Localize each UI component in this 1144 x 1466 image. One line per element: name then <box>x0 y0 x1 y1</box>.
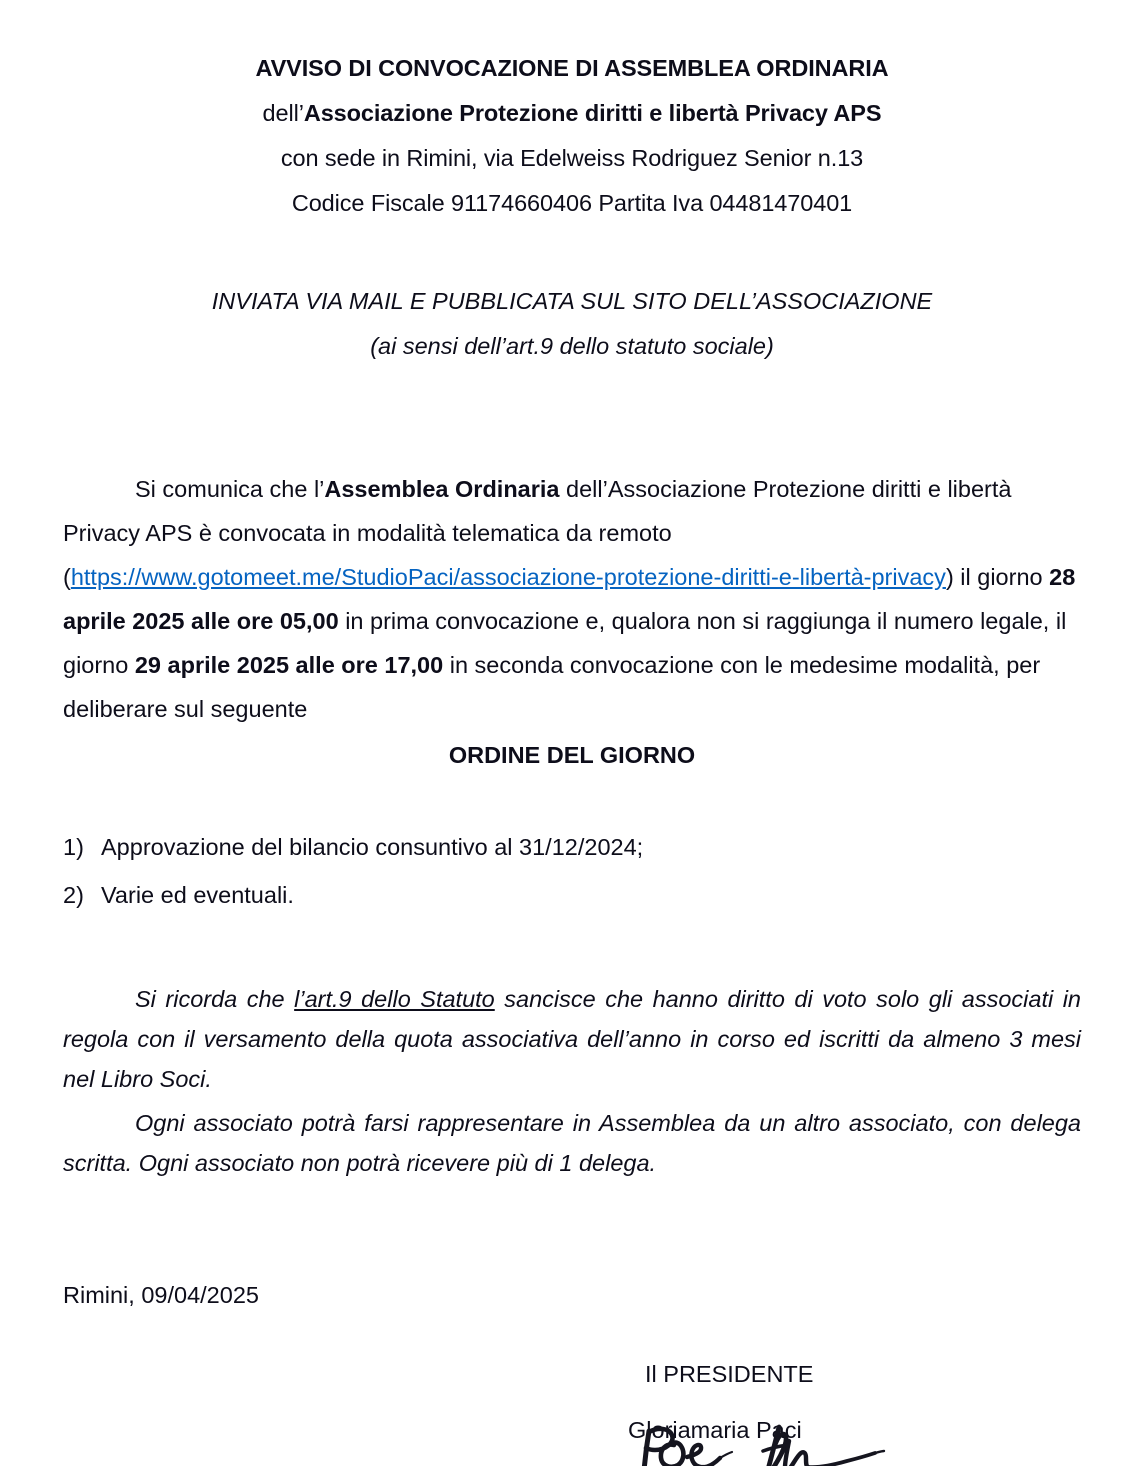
list-item <box>63 873 1081 917</box>
agenda-item-label: Varie ed eventuali. <box>101 882 294 908</box>
list-item <box>63 825 1081 869</box>
document-header <box>63 0 1081 226</box>
document-title: AVVISO DI CONVOCAZIONE DI ASSEMBLEA ORDINARIA <box>255 55 889 81</box>
signature-block <box>63 1357 1081 1466</box>
convocation-text-2: dell’Associazione Protezione diritti e libertà Privacy APS è convocata in modalità telematica da remoto <box>63 476 1012 546</box>
agenda-item-number: 1) <box>63 834 84 860</box>
first-call-datetime: 28 aprile 2025 alle ore 05,00 <box>63 564 1076 634</box>
handwritten-signature-icon <box>603 1415 913 1466</box>
convocation-text-4: in seconda convocazione con le medesime modalità, per deliberare sul seguente <box>63 652 1041 722</box>
organization-name-prefix: dell’ <box>262 100 304 126</box>
voting-rights-text-1: Si ricorda che <box>135 986 295 1012</box>
meeting-link[interactable]: https://www.gotomeet.me/StudioPaci/associazione-protezione-diritti-e-libertà-privacy <box>70 564 946 590</box>
proxy-rules-paragraph: Ogni associato potrà farsi rappresentare in Assemblea da un altro associato, con delega scritta. Ogni associato non potrà ricevere più di 1 delega. <box>63 1110 1081 1176</box>
voting-rights-paragraph <box>63 979 1081 1099</box>
place-and-date: Rimini, 09/04/2025 <box>63 1282 259 1308</box>
agenda-list <box>63 825 1081 917</box>
paren-open: ( <box>63 564 71 590</box>
organization-name: Associazione Protezione diritti e libertà Privacy APS <box>303 100 882 126</box>
body-text-block <box>63 467 1081 731</box>
convocation-text-3: in prima convocazione e, qualora non si raggiunga il numero legale, il giorno <box>63 608 1067 678</box>
voting-rights-text-2: sancisce che hanno diritto di voto solo gli associati in regola con il versamento della quota associativa dell’anno in corso ed iscritti da almeno 3 mesi nel Libro Soci. <box>63 986 1081 1092</box>
voting-rules-block <box>63 979 1081 1183</box>
president-title: Il PRESIDENTE <box>645 1361 814 1387</box>
agenda-item-label: Approvazione del bilancio consuntivo al 31/12/2024; <box>101 834 644 860</box>
convocation-text-1: Si comunica che l’ <box>135 476 325 502</box>
president-name: Gloriamaria Paci <box>628 1417 802 1443</box>
second-call-datetime: 29 aprile 2025 alle ore 17,00 <box>134 652 444 678</box>
organization-name-line <box>63 91 1081 136</box>
organization-tax-ids: Codice Fiscale 91174660406 Partita Iva 04481470401 <box>291 190 853 216</box>
statute-article-reference: l’art.9 dello Statuto <box>294 986 495 1012</box>
paren-close: ) il giorno <box>945 564 1050 590</box>
statute-reference: (ai sensi dell’art.9 dello statuto sociale) <box>370 333 774 359</box>
convocation-paragraph <box>63 467 1081 731</box>
agenda-heading: ORDINE DEL GIORNO <box>448 742 696 768</box>
agenda-item-number: 2) <box>63 882 84 908</box>
delivery-notice: INVIATA VIA MAIL E PUBBLICATA SUL SITO DELL’ASSOCIAZIONE <box>211 288 933 314</box>
delivery-notice-block <box>63 279 1081 369</box>
organization-address: con sede in Rimini, via Edelweiss Rodriguez Senior n.13 <box>280 145 864 171</box>
assembly-type: Assemblea Ordinaria <box>324 476 560 502</box>
